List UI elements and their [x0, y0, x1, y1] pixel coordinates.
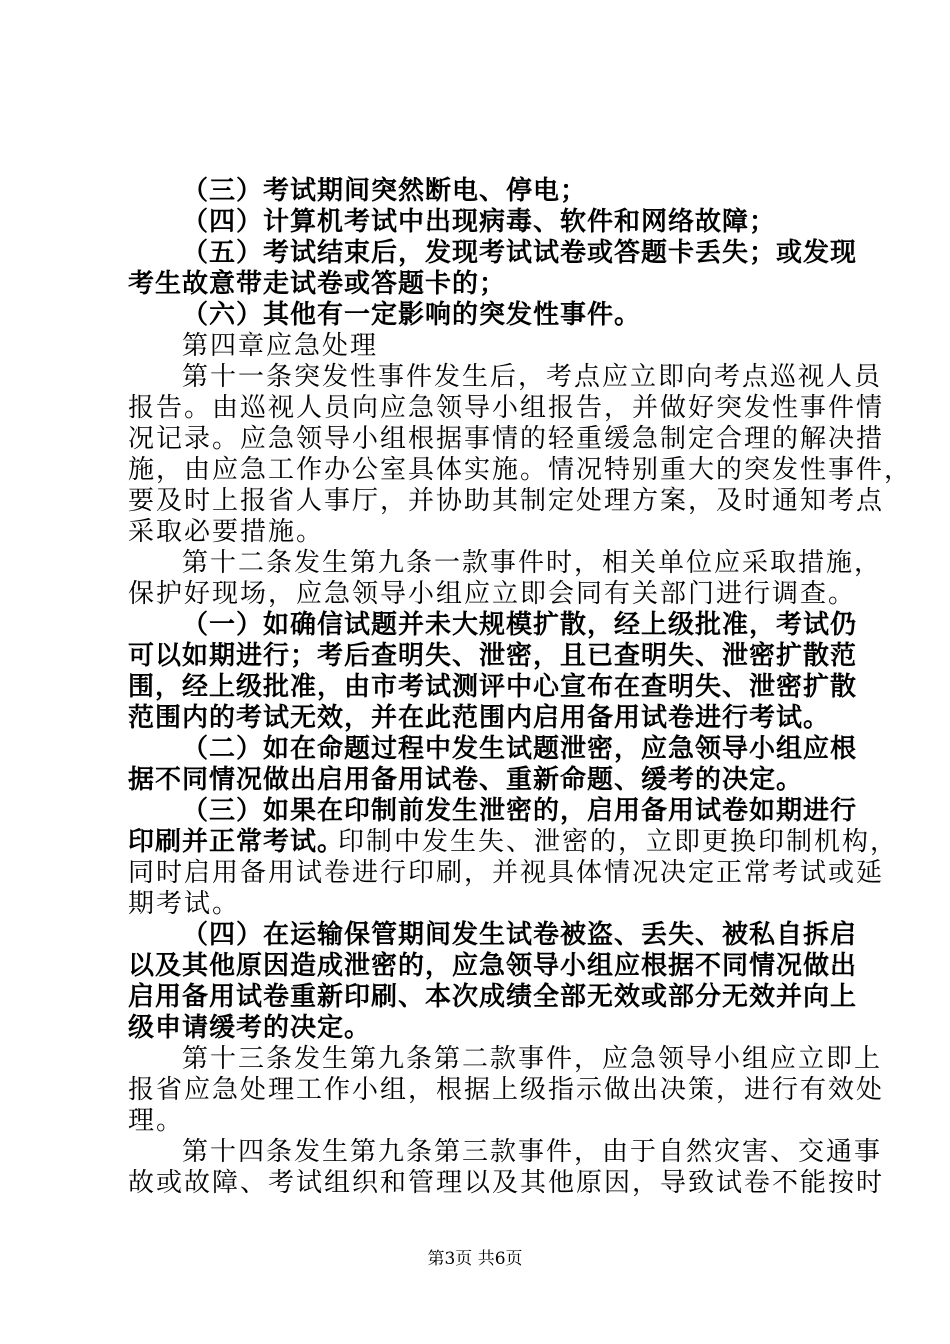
- text-line: 期考试。: [128, 889, 241, 919]
- text-line: 报告。由巡视人员向应急领导小组报告，并做好突发性事件情: [128, 393, 885, 423]
- text-line: （三）考试期间突然断电、停电；: [182, 176, 588, 206]
- text-line: 第十三条发生第九条第二款事件，应急领导小组应立即上: [182, 1044, 883, 1074]
- text-line: （三）如果在印制前发生泄密的，启用备用试卷如期进行: [182, 796, 858, 826]
- text-line: （四）计算机考试中出现病毒、软件和网络故障；: [182, 207, 777, 237]
- text-line: 第十四条发生第九条第三款事件，由于自然灾害、交通事: [182, 1137, 883, 1167]
- text-line: 第十一条突发性事件发生后，考点应立即向考点巡视人员: [182, 362, 883, 392]
- text-line: 以及其他原因造成泄密的，应急领导小组应根据不同情况做出: [128, 951, 858, 981]
- text-line: 施，由应急工作办公室具体实施。情况特别重大的突发性事件，: [128, 455, 913, 485]
- text-line: 范围内的考试无效，并在此范围内启用备用试卷进行考试。: [128, 703, 831, 733]
- text-line: 考生故意带走试卷或答题卡的；: [128, 269, 507, 299]
- text-line: 印刷并正常考试。: [128, 827, 345, 857]
- text-line: 同时启用备用试卷进行印刷，并视具体情况决定正常考试或延: [128, 858, 885, 888]
- text-line: 报省应急处理工作小组，根据上级指示做出决策，进行有效处: [128, 1075, 885, 1105]
- text-line: （一）如确信试题并未大规模扩散，经上级批准，考试仍: [182, 610, 858, 640]
- text-line: 要及时上报省人事厅，并协助其制定处理方案，及时通知考点: [128, 486, 885, 516]
- text-line: 级申请缓考的决定。: [128, 1013, 372, 1043]
- text-line: 可以如期进行；考后查明失、泄密，且已查明失、泄密扩散范: [128, 641, 858, 671]
- text-line: 故或故障、考试组织和管理以及其他原因，导致试卷不能按时: [128, 1168, 885, 1198]
- text-line: （四）在运输保管期间发生试卷被盗、丢失、被私自拆启: [182, 920, 858, 950]
- text-line: 况记录。应急领导小组根据事情的轻重缓急制定合理的解决措: [128, 424, 885, 454]
- chapter-heading: 第四章应急处理: [182, 331, 379, 361]
- text-line: 理。: [128, 1106, 185, 1136]
- text-line: 保护好现场，应急领导小组应立即会同有关部门进行调查。: [128, 579, 857, 609]
- text-line: （五）考试结束后，发现考试试卷或答题卡丢失；或发现: [182, 238, 858, 268]
- text-line: 围，经上级批准，由市考试测评中心宣布在查明失、泄密扩散: [128, 672, 858, 702]
- text-line: 启用备用试卷重新印刷、本次成绩全部无效或部分无效并向上: [128, 982, 858, 1012]
- text-line: 采取必要措施。: [128, 517, 325, 547]
- text-line: （六）其他有一定影响的突发性事件。: [182, 300, 642, 330]
- text-line: （二）如在命题过程中发生试题泄密，应急领导小组应根: [182, 734, 858, 764]
- page-footer: 第3页 共6页: [427, 1249, 523, 1269]
- text-line: 据不同情况做出启用备用试卷、重新命题、缓考的决定。: [128, 765, 804, 795]
- text-line: 印制中发生失、泄密的，立即更换印制机构，: [338, 827, 899, 857]
- text-line: 第十二条发生第九条一款事件时，相关单位应采取措施，: [182, 548, 883, 578]
